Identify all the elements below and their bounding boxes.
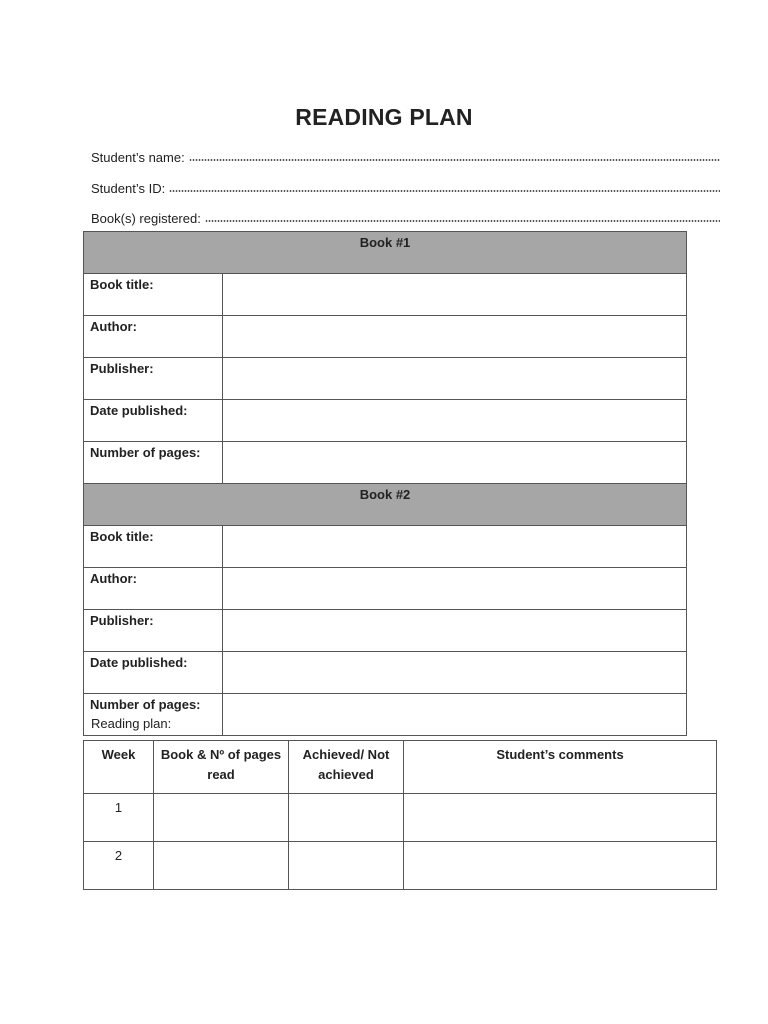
book-2-pages-cell[interactable] [223, 694, 687, 736]
book-1-title-label: Book title: [84, 274, 223, 316]
comments-header: Student’s comments [404, 741, 717, 794]
achieved-cell[interactable] [289, 842, 404, 890]
table-row [84, 316, 687, 358]
book-1-date-label: Date published: [84, 400, 223, 442]
book-2-publisher-label: Publisher: [84, 610, 223, 652]
book-1-header: Book #1 [84, 232, 687, 274]
book-2-date-cell[interactable] [223, 652, 687, 694]
book-2-header-row [84, 484, 687, 526]
book-1-date-cell[interactable] [223, 400, 687, 442]
table-row [84, 694, 687, 736]
dotted-line [169, 189, 720, 193]
table-row [84, 358, 687, 400]
student-name-field[interactable] [91, 143, 720, 165]
book-1-header-row [84, 232, 687, 274]
table-row [84, 526, 687, 568]
table-row [84, 568, 687, 610]
book-2-author-label: Author: [84, 568, 223, 610]
book-2-pages-label: Number of pages: [84, 694, 223, 736]
books-registered-label: Book(s) registered: [91, 211, 201, 226]
book-2-date-label: Date published: [84, 652, 223, 694]
book-2-title-cell[interactable] [223, 526, 687, 568]
book-2-publisher-cell[interactable] [223, 610, 687, 652]
student-id-field[interactable] [91, 174, 720, 196]
table-row [84, 442, 687, 484]
book-pages-header: Book & Nº of pages read [154, 741, 289, 794]
student-name-label: Student’s name: [91, 150, 185, 165]
books-table [83, 231, 687, 736]
table-row [84, 842, 717, 890]
book-1-pages-label: Number of pages: [84, 442, 223, 484]
dotted-line [189, 158, 720, 162]
achieved-header: Achieved/ Not achieved [289, 741, 404, 794]
books-registered-field[interactable] [91, 204, 720, 226]
book-1-author-label: Author: [84, 316, 223, 358]
comments-cell[interactable] [404, 842, 717, 890]
book-1-author-cell[interactable] [223, 316, 687, 358]
student-id-label: Student’s ID: [91, 181, 166, 196]
book-pages-cell[interactable] [154, 794, 289, 842]
achieved-cell[interactable] [289, 794, 404, 842]
reading-plan-label: Reading plan: [91, 716, 172, 731]
week-number: 1 [84, 794, 154, 842]
page-title: READING PLAN [295, 104, 473, 130]
dotted-line [205, 219, 720, 223]
table-row [84, 794, 717, 842]
reading-plan-table [83, 740, 717, 890]
book-1-publisher-label: Publisher: [84, 358, 223, 400]
table-row [84, 610, 687, 652]
book-1-pages-cell[interactable] [223, 442, 687, 484]
comments-cell[interactable] [404, 794, 717, 842]
table-row [84, 652, 687, 694]
book-1-publisher-cell[interactable] [223, 358, 687, 400]
book-1-title-cell[interactable] [223, 274, 687, 316]
book-2-author-cell[interactable] [223, 568, 687, 610]
table-row [84, 400, 687, 442]
week-header: Week [84, 741, 154, 794]
reading-plan-header-row [84, 741, 717, 794]
book-pages-cell[interactable] [154, 842, 289, 890]
table-row [84, 274, 687, 316]
week-number: 2 [84, 842, 154, 890]
book-2-header: Book #2 [84, 484, 687, 526]
book-2-title-label: Book title: [84, 526, 223, 568]
